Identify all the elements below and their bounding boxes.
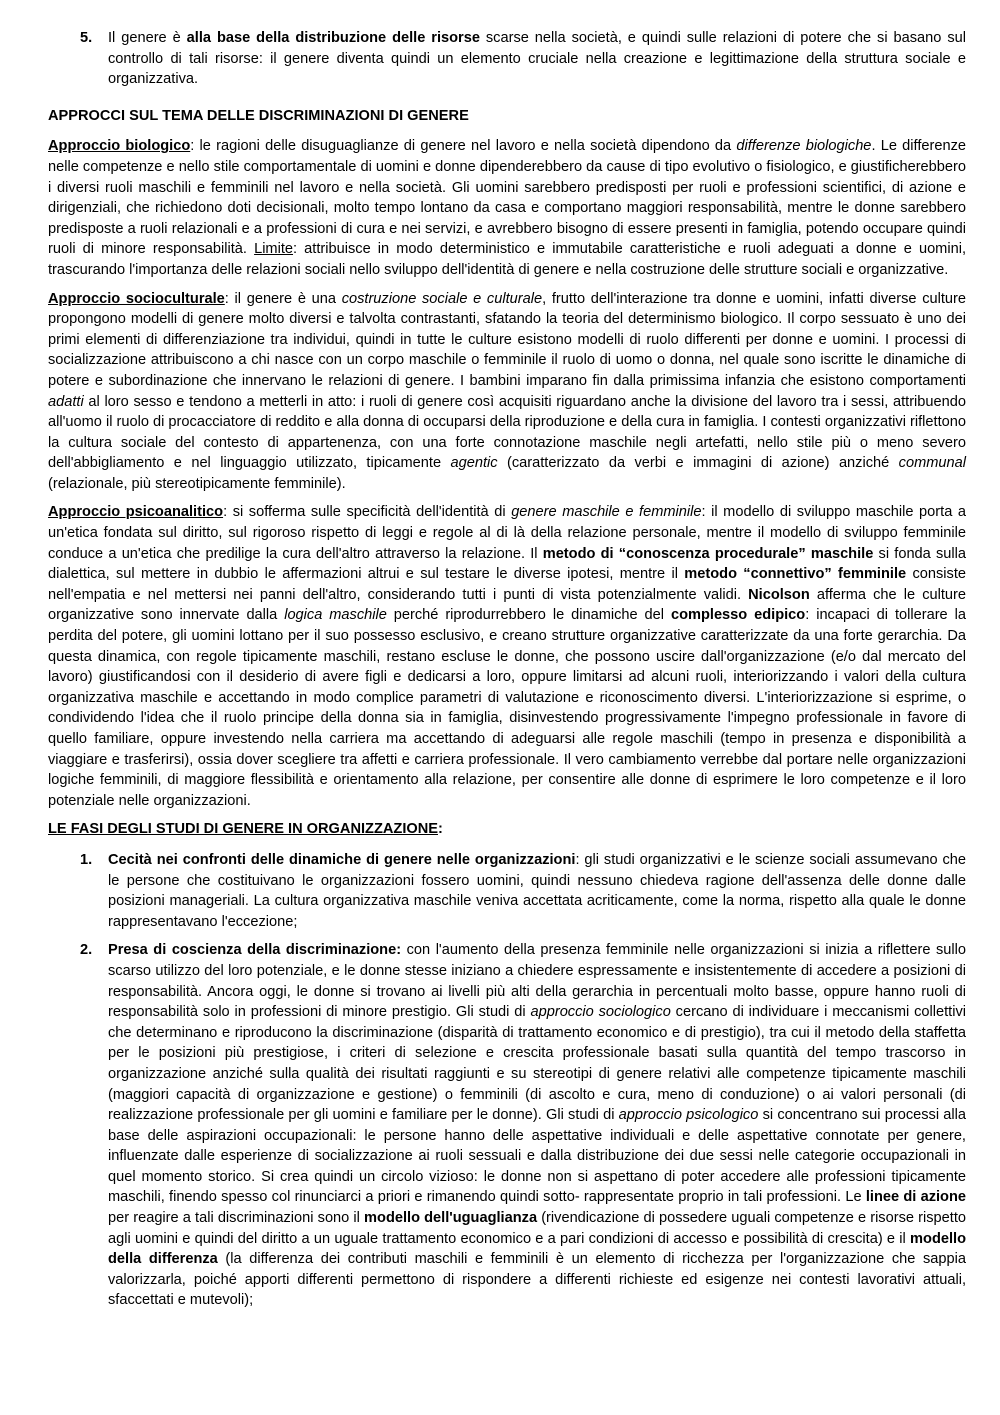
list-item-text: Cecità nei confronti delle dinamiche di genere nelle organizzazioni: gli studi organizzativi e le scienze sociali assumevano che le persone che costituivano le organizzazioni fossero uomini, quindi nessuno chiedeva ragione dell'assenza delle donne dalle posizioni manageriali. La cultura organizzativa maschile veniva accettata acriticamente, come la norma, rispetto alla quale le donne rappresentavano l'eccezione; [108,851,967,930]
list-item-1 [48,850,966,932]
fasi-list [48,850,966,1311]
list-item-5 [48,28,966,90]
paragraph-approccio-biologico: Approccio biologico: le ragioni delle disuguaglianze di genere nel lavoro e nella società dipendono da differenze biologiche. Le differenze nelle competenze e nello stile comportamentale di uomini e donne dipenderebbero da cause di tipo evolutivo o fisiologico, e giustificherebbero i diversi ruoli maschili e femminili nel lavoro e nella società. Gli uomini sarebbero predisposti per ruoli e professioni scientifici, di azione e dirigenziali, che richiedono doti decisionali, molto tempo lontano da casa e comportano maggiori responsabilità, mentre le donne sarebbero predisposte a ruoli relazionali e a professioni di cura e nei servizi, e avrebbero bisogno di essere presenti in famiglia, potendo occupare quindi ruoli di minore responsabilità. Limite: attribuisce in modo deterministico e immutabile caratteristiche e ruoli adeguati a donne e uomini, trascurando l'importanza delle relazioni sociali nello sviluppo dell'identità di genere e nella costruzione delle strutture sociali e organizzative. [48,138,966,278]
list-number: 5. [80,30,93,46]
list-item-text: Il genere è alla base della distribuzione delle risorse scarse nella società, e quindi sulle relazioni di potere che si basano sul controllo di tali risorse: il genere diventa quindi un elemento cruciale nella creazione e legittimazione della struttura sociale e organizzativa. [108,30,966,88]
term-limite: Limite [254,241,294,258]
list-item-text: Presa di coscienza della discriminazione: con l'aumento della presenza femminile nelle organizzazioni si inizia a riflettere sullo scarso utilizzo del loro potenziale, e le donne stesse iniziano a chiedere espressamente e insistentemente di accedere a posizioni di responsabilità. Ancora oggi, le donne si trovano ai livelli più alti della gerarchia in percentuali molto basse, oppure hanno ruoli di responsabilità solo in professioni di minore prestigio. Gli studi di approccio sociologico cercano di individuare i meccanismi collettivi che determinano e riproducono la discriminazione (disparità di trattamento economico e di prestigio), tra cui il metodo della staffetta per le posizioni più prestigiose, i criteri di selezione e crescita professionale basati sulla quantità del tempo trascorso in organizzazione anziché sulla qualità dei risultati raggiunti e su stereotipi di genere relativi alle competenze tipicamente maschili (maggiori capacità di organizzazione e gestione) o femminili (di ascolto e cura, meno di conduzione) o ai valori personali (di realizzazione professionale per gli uomini e familiare per le donne). Gli studi di approccio psicologico si concentrano sui processi alla base delle aspirazioni occupazionali: le persone hanno delle aspettative individuali e delle aspettative connotate per genere, influenzate dalle esperienze di socializzazione ai ruoli sessuali e dalla distribuzione dei due sessi nelle categorie occupazionali in quel momento storico. Si crea quindi un circolo vizioso: le donne non si aspettano di poter accedere alle professioni tipicamente maschili, finendo spesso col rinunciarci a priori e rimanendo quindi sotto- rappresentate proprio in tali professioni. Le linee di azione per reagire a tali discriminazioni sono il modello dell'uguaglianza (rivendicazione di possedere uguali competenze e risorse rispetto agli uomini e quindi del diritto a un uguale trattamento economico e a pari condizioni di accesso e possibilità di crescita) e il modello della differenza (la differenza dei contributi maschili e femminili è un elemento di ricchezza per l'organizzazione che sappia valorizzarla, poiché apporti differenti permettono di rispondere a differenti richieste ed esigenze nei contesti lavorativi attuali, sfaccettati e mutevoli); [108,942,967,1309]
section-heading-approcci: APPROCCI SUL TEMA DELLE DISCRIMINAZIONI DI GENERE [48,107,469,124]
term-approccio-biologico: Approccio biologico [48,138,191,155]
paragraph-approccio-psicoanalitico: Approccio psicoanalitico: si sofferma sulle specificità dell'identità di genere maschile e femminile: il modello di sviluppo maschile porta a un'etica fondata sul diritto, sul rigoroso rispetto di leggi e regole al di là della relazione personale, mentre il modello di sviluppo femminile conduce a un'etica che predilige la cura dell'altro attraverso la relazione. Il metodo di “conoscenza procedurale” maschile si fonda sulla dialettica, sul mettere in dubbio le affermazioni altrui e sul testare le diverse ipotesi, mentre il metodo “connettivo” femminile consiste nell'empatia e nel mettersi nei panni dell'altro, considerando tutti i punti di vista potenzialmente validi. Nicolson afferma che le culture organizzative sono innervate dalla logica maschile perché riprodurrebbero le dinamiche del complesso edipico: incapaci di tollerare la perdita del potere, gli uomini lottano per il suo possesso esclusivo, e creano strutture organizzative caratterizzate da una forte gerarchia. Da questa dinamica, con regole tipicamente maschili, restano escluse le donne, che possono uscire dall'organizzazione (e/o dal mercato del lavoro) giustificandosi con il desiderio di avere figli e dedicarsi a loro, oppure limitarsi ad alcuni ruoli, interiorizzando i valori della cultura organizzativa maschile e accettando in modo complice parametri di valutazione e riconoscimento diversi. L'interiorizzazione si esprime, o condividendo l'idea che il ruolo principe della donna sia in famiglia, disinvestendo progressivamente l'impegno professionale in favore di quello familiare, oppure investendo nella carriera ma accettando di adeguarsi alle regole maschili (tempo in presenza e disponibilità a viaggiare e trasferirsi), ossia dover scegliere tra affetti e carriera professionale. Il vero cambiamento verrebbe dal portare nelle organizzazioni logiche femminili, di maggiore flessibilità e orientamento alla relazione, per consentire alle donne di esprimere le loro competenze e il loro potenziale nelle organizzazioni. [48,504,967,809]
list-number: 1. [80,851,93,868]
paragraph-approccio-socioculturale: Approccio socioculturale: il genere è una costruzione sociale e culturale, frutto dell'interazione tra donne e uomini, infatti diverse culture propongono modelli di genere molto diversi e talvolta contrastanti, sfatando la teoria del determinismo biologico. Il corpo sessuato è uno dei primi elementi di differenziazione tra individui, quindi in tutte le culture esistono modelli di ruolo differenti per donne e uomini. I processi di socializzazione attribuiscono a chi nasce con un corpo maschile o femminile il ruolo di uomo o donna, nel quale sono iscritte le dinamiche di potere e subordinazione che innervano le relazioni di genere. I bambini imparano fin dalla primissima infanzia che esistono comportamenti adatti al loro sesso e tendono a metterli in atto: i ruoli di genere così acquisiti riguardano anche la divisione del lavoro tra i sessi, attribuendo all'uomo il ruolo di procacciatore di reddito e alla donna di occuparsi della riproduzione e della cura in famiglia. I contesti organizzativi riflettono la cultura sociale del contesto di appartenenza, con una forte connotazione maschile negli artefatti, nello stile più o meno severo dell'abbigliamento e nel linguaggio utilizzato, tipicamente agentic (caratterizzato da verbi e immagini di azione) anziché communal (relazionale, più stereotipicamente femminile). [48,290,966,492]
section-heading-fasi: LE FASI DEGLI STUDI DI GENERE IN ORGANIZZAZIONE: [48,821,443,838]
term-approccio-socioculturale: Approccio socioculturale [48,290,225,307]
list-item-2 [48,940,966,1311]
term-approccio-psicoanalitico: Approccio psicoanalitico [48,504,224,521]
list-number: 2. [80,942,93,959]
